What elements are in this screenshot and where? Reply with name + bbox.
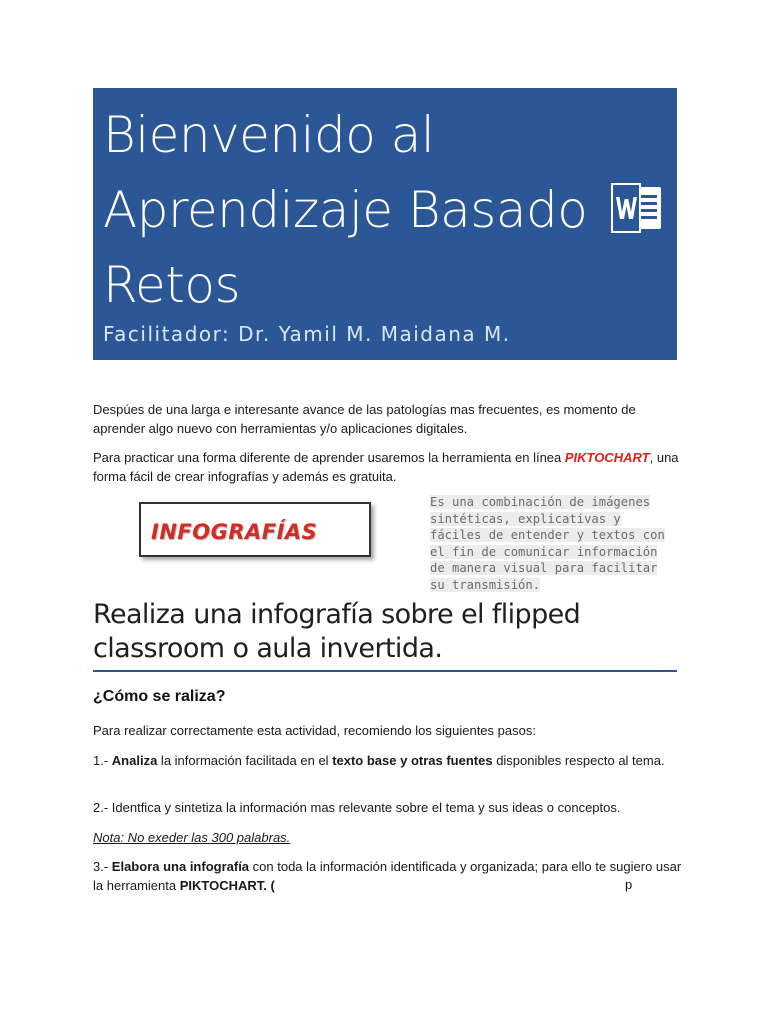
section-heading: Realiza una infografía sobre el flipped classroom o aula invertida. [93, 599, 581, 664]
step-1-text: la información facilitada en el [157, 753, 333, 768]
intro-text: Para practicar una forma diferente de aprender usaremos la herramienta en línea [93, 450, 565, 465]
title-banner [93, 88, 677, 360]
page-title: Bienvenido al Aprendizaje Basado Retos [103, 106, 588, 314]
infografias-label: INFOGRAFÍAS [151, 520, 318, 544]
step-1-number: 1.- [93, 753, 112, 768]
step-3-number: 3.- [93, 859, 112, 874]
facilitator-subtitle: Facilitador: Dr. Yamil M. Maidana M. [103, 322, 511, 346]
step-3-tail: p [625, 877, 633, 892]
step-3 [93, 857, 683, 895]
step-1-bold: Analiza [111, 753, 158, 768]
definition-text [430, 494, 676, 593]
step-3-bold: Elabora una infografía [111, 859, 250, 874]
note-text: Nota: No exeder las 300 palabras. [93, 830, 291, 845]
heading-divider [93, 670, 677, 672]
step-3-tool: PIKTOCHART. ( [179, 878, 275, 893]
definition-content: Es una combinación de imágenes sintéticas, explicativas y fáciles de entender y textos con el fin de comunicar información de manera visual para facilitar su transmisión. [430, 495, 665, 592]
word-limit-note [93, 828, 683, 847]
step-2: 2.- Identfica y sintetiza la información mas relevante sobre el tema y sus ideas o conceptos. [93, 800, 621, 815]
piktochart-highlight: PIKTOCHART [564, 450, 650, 465]
intro-text-end: , una forma fácil de crear infografías y además es gratuita. [93, 450, 679, 484]
step-1-end: disponibles respecto al tema. [492, 753, 665, 768]
intro-paragraph-2 [93, 448, 683, 486]
steps-intro: Para realizar correctamente esta actividad, recomiendo los siguientes pasos: [93, 723, 536, 738]
step-1 [93, 751, 683, 770]
intro-paragraph-1: Despúes de una larga e interesante avance de las patologías mas frecuentes, es momento de aprender algo nuevo con herramientas y/o aplicaciones digitales. [93, 402, 636, 436]
step-3-text: con toda la información identificada y organizada; para ello te sugiero usar la herramienta [93, 859, 682, 893]
infografias-banner [139, 502, 371, 557]
how-to-heading: ¿Cómo se raliza? [93, 688, 226, 705]
microsoft-word-icon [611, 183, 663, 233]
step-1-sources: texto base y otras fuentes [332, 753, 493, 768]
